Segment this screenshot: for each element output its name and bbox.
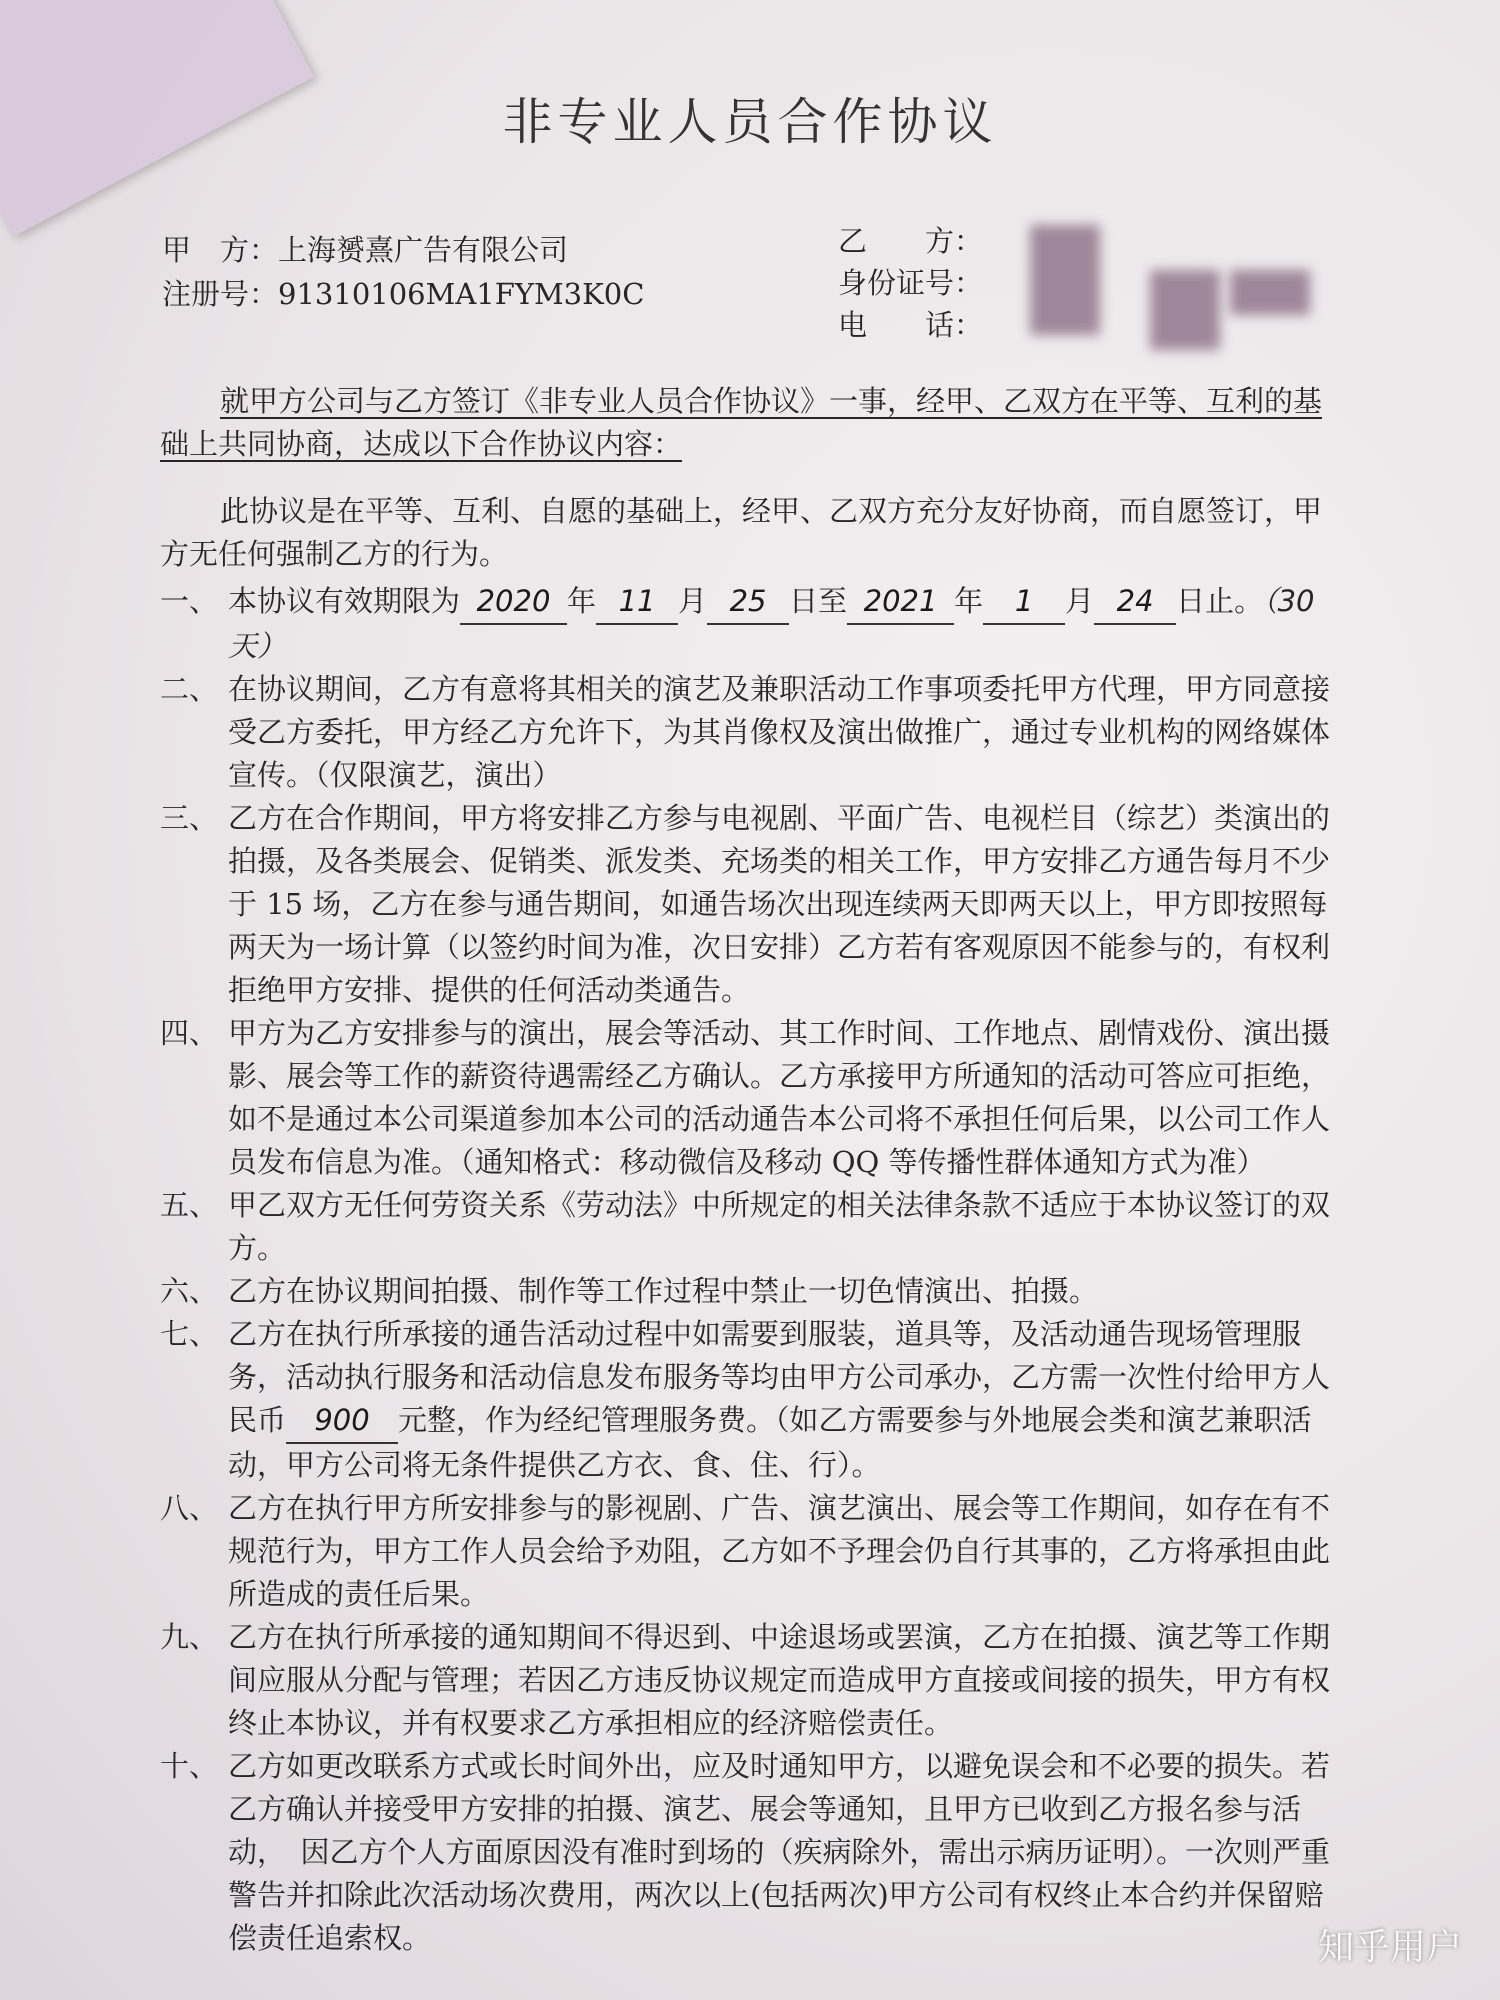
clause-text: 甲方为乙方安排参与的演出，展会等活动、其工作时间、工作地点、剧情戏份、演出摄影、展会等工作的薪资待遇需经乙方确认。乙方承接甲方所通知的活动可答应可拒绝，如不是通过本公司渠道参加本公司的活动通告本公司将不承担任何后果，以公司工作人员发布信息为准。（通知格式：移动微信及移动 QQ 等传播性群体通知方式为准） [228, 1016, 1331, 1179]
start-month-handwritten: 11 [596, 580, 678, 625]
redaction-block [1030, 225, 1100, 335]
party-a-block [162, 228, 644, 316]
clause-text [228, 580, 1340, 668]
redaction-block [1230, 270, 1310, 315]
clause-item [160, 1184, 1340, 1270]
duration-note-handwritten: （30天） [228, 584, 1315, 663]
unit-year: 年 [567, 584, 597, 618]
start-year-handwritten: 2020 [460, 580, 567, 625]
clause-number: 六、 [160, 1274, 219, 1308]
clause-item [160, 1616, 1340, 1745]
clause-text [228, 1313, 1340, 1487]
clause-item [160, 1012, 1340, 1184]
party-b-block [838, 220, 983, 346]
phone-label: 电 话： [838, 308, 984, 342]
agreement-body [160, 380, 1340, 1960]
clause-item [160, 1270, 1340, 1313]
clause-text: 乙方如更改联系方式或长时间外出，应及时通知甲方，以避免误会和不必要的损失。若乙方确认并接受甲方安排的拍摄、演艺、展会等通知，且甲方已收到乙方报名参与活动， 因乙方个人方面原因没有准时到场的（疾病除外，需出示病历证明）。一次则严重警告并扣除此次活动场次费用，两次以上(包括两次)甲方公司有权终止本合约并保留赔偿责任追索权。 [228, 1749, 1331, 1955]
fee-amount-handwritten: 900 [286, 1399, 398, 1444]
clause-number: 十、 [160, 1749, 219, 1783]
registration-label: 注册号： [162, 277, 279, 311]
clause-number: 二、 [160, 672, 219, 706]
party-a-name: 上海赟熹广告有限公司 [278, 233, 569, 267]
clause-term [160, 580, 1340, 668]
clause-item [160, 1487, 1340, 1616]
document-title: 非专业人员合作协议 [502, 93, 998, 151]
intro-paragraph: 就甲方公司与乙方签订《非专业人员合作协议》一事，经甲、乙双方在平等、互利的基础上共同协商，达成以下合作协议内容： [160, 384, 1323, 461]
clause-number: 八、 [160, 1491, 219, 1525]
end-year-handwritten: 2021 [847, 580, 954, 625]
redaction-block [1150, 270, 1220, 350]
clause-item [160, 1745, 1340, 1960]
clause-number: 九、 [160, 1620, 219, 1654]
preamble-paragraph: 此协议是在平等、互利、自愿的基础上，经甲、乙双方充分友好协商，而自愿签订，甲方无任何强制乙方的行为。 [160, 494, 1323, 571]
clause-number: 七、 [160, 1317, 219, 1351]
registration-number: 91310106MA1FYM3K0C [278, 277, 645, 311]
party-a-line [162, 228, 644, 272]
end-day-handwritten: 24 [1094, 580, 1176, 625]
clause-text: 乙方在执行所承接的通知期间不得迟到、中途退场或罢演，乙方在拍摄、演艺等工作期间应服从分配与管理；若因乙方违反协议规定而造成甲方直接或间接的损失，甲方有权终止本协议，并有权要求乙方承担相应的经济赔偿责任。 [228, 1620, 1331, 1740]
unit-month: 月 [1065, 584, 1095, 618]
start-day-handwritten: 25 [707, 580, 789, 625]
clause-number: 一、 [160, 584, 219, 618]
fee-text-before: 乙方在执行所承接的通告活动过程中如需要到服装，道具等，及活动通告现场管理服务，活动执行服务和活动信息发布服务等均由甲方公司承办，乙方需一次性付给甲方人民币 [228, 1317, 1331, 1437]
unit-day-to: 日至 [789, 584, 848, 618]
clause-number: 四、 [160, 1016, 219, 1050]
clause-item [160, 668, 1340, 797]
clause-fee [160, 1313, 1340, 1487]
clause-text: 乙方在协议期间拍摄、制作等工作过程中禁止一切色情演出、拍摄。 [228, 1274, 1099, 1308]
clause-number: 五、 [160, 1188, 219, 1222]
clause-item [160, 797, 1340, 1012]
clause-text: 乙方在执行甲方所安排参与的影视剧、广告、演艺演出、展会等工作期间，如存在有不规范行为，甲方工作人员会给予劝阻，乙方如不予理会仍自行其事的，乙方将承担由此所造成的责任后果。 [228, 1491, 1331, 1611]
zhihu-watermark: 知乎用户 [1317, 1927, 1462, 1968]
id-number-label: 身份证号： [838, 266, 984, 300]
unit-month: 月 [678, 584, 708, 618]
term-lead: 本协议有效期限为 [228, 584, 461, 618]
unit-day-end: 日止。 [1176, 584, 1264, 618]
clause-text: 甲乙双方无任何劳资关系《劳动法》中所规定的相关法律条款不适应于本协议签订的双方。 [228, 1188, 1331, 1265]
clause-number: 三、 [160, 801, 219, 835]
end-month-handwritten: 1 [983, 580, 1065, 625]
unit-year: 年 [954, 584, 984, 618]
party-a-label: 甲 方： [162, 233, 279, 267]
registration-line [162, 272, 644, 316]
party-b-label: 乙 方： [838, 224, 984, 258]
fee-text-after: 元整，作为经纪管理服务费。（如乙方需要参与外地展会类和演艺兼职活动，甲方公司将无条件提供乙方衣、食、住、行）。 [228, 1403, 1312, 1482]
clause-text: 乙方在合作期间，甲方将安排乙方参与电视剧、平面广告、电视栏目（综艺）类演出的拍摄，及各类展会、促销类、派发类、充场类的相关工作，甲方安排乙方通告每月不少于 15 场，乙方在参与通告期间，如通告场次出现连续两天即两天以上，甲方即按照每两天为一场计算（以签约时间为准，次日安排）乙方若有客观原因不能参与的，有权利拒绝甲方安排、提供的任何活动类通告。 [228, 801, 1331, 1007]
clause-text: 在协议期间，乙方有意将其相关的演艺及兼职活动工作事项委托甲方代理，甲方同意接受乙方委托，甲方经乙方允许下，为其肖像权及演出做推广，通过专业机构的网络媒体宣传。（仅限演艺，演出） [228, 672, 1331, 792]
